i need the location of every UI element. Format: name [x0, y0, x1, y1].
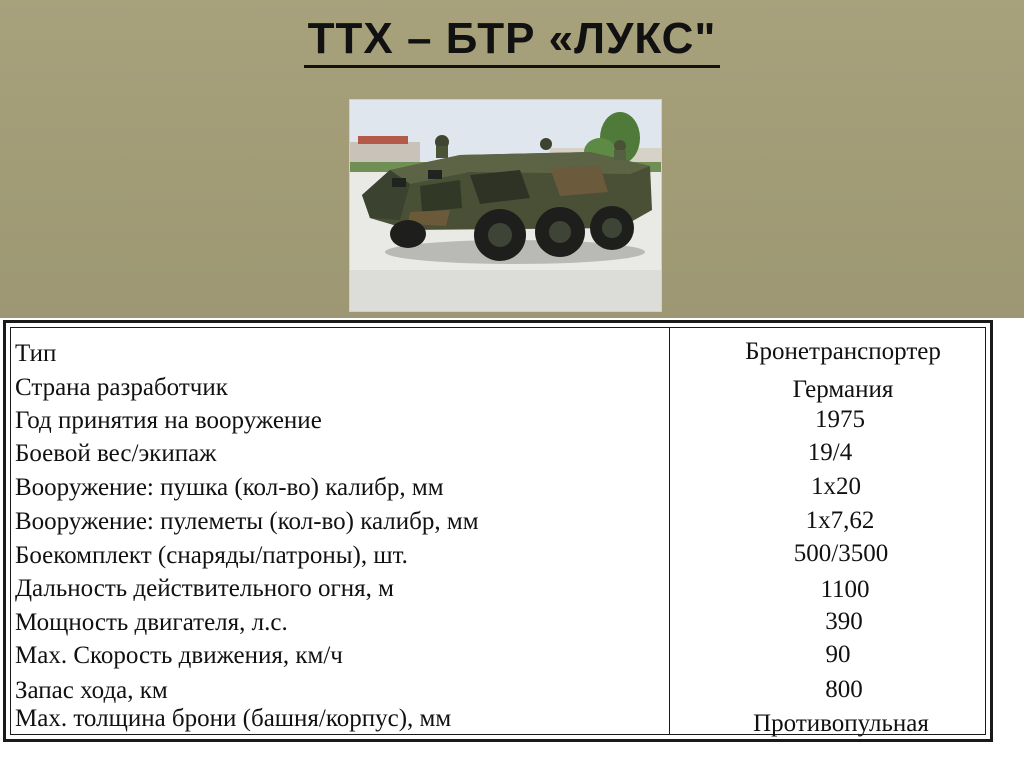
- spec-value: 800: [825, 676, 863, 703]
- spec-value: 500/3500: [793, 540, 889, 567]
- spec-label: Дальность действительного огня, м: [15, 575, 394, 602]
- spec-label: Страна разработчик: [15, 374, 228, 401]
- spec-value: 1100: [820, 576, 870, 603]
- column-divider: [669, 328, 670, 734]
- spec-label: Мощность двигателя, л.с.: [15, 609, 288, 636]
- spec-value: Бронетранспортер: [745, 338, 941, 365]
- spec-value: 1x20: [811, 473, 861, 500]
- slide-title: [0, 14, 1024, 64]
- spec-label: Запас хода, км: [15, 677, 168, 704]
- spec-label: Тип: [15, 340, 57, 367]
- spec-label: Вооружение: пулеметы (кол-во) калибр, мм: [15, 508, 479, 535]
- spec-value: 1x7,62: [805, 507, 875, 534]
- specs-table: [3, 320, 993, 742]
- spec-label: Max. Скорость движения, км/ч: [15, 642, 343, 669]
- vehicle-photo: [349, 99, 662, 312]
- spec-value: 390: [825, 608, 863, 635]
- slide-title-text: ТТХ – БТР «ЛУКС": [304, 14, 721, 68]
- spec-label: Боевой вес/экипаж: [15, 440, 217, 467]
- spec-value: 19/4: [807, 439, 853, 466]
- spec-value: 90: [825, 641, 851, 668]
- spec-label: Боекомплект (снаряды/патроны), шт.: [15, 542, 408, 569]
- armored-vehicle-photo: [350, 100, 661, 311]
- spec-value: 1975: [815, 406, 865, 433]
- spec-label: Вооружение: пушка (кол-во) калибр, мм: [15, 474, 444, 501]
- spec-label: Max. толщина брони (башня/корпус), мм: [15, 705, 452, 732]
- spec-value: Противопульная: [753, 710, 929, 737]
- spec-label: Год принятия на вооружение: [15, 407, 322, 434]
- spec-value: Германия: [792, 376, 894, 403]
